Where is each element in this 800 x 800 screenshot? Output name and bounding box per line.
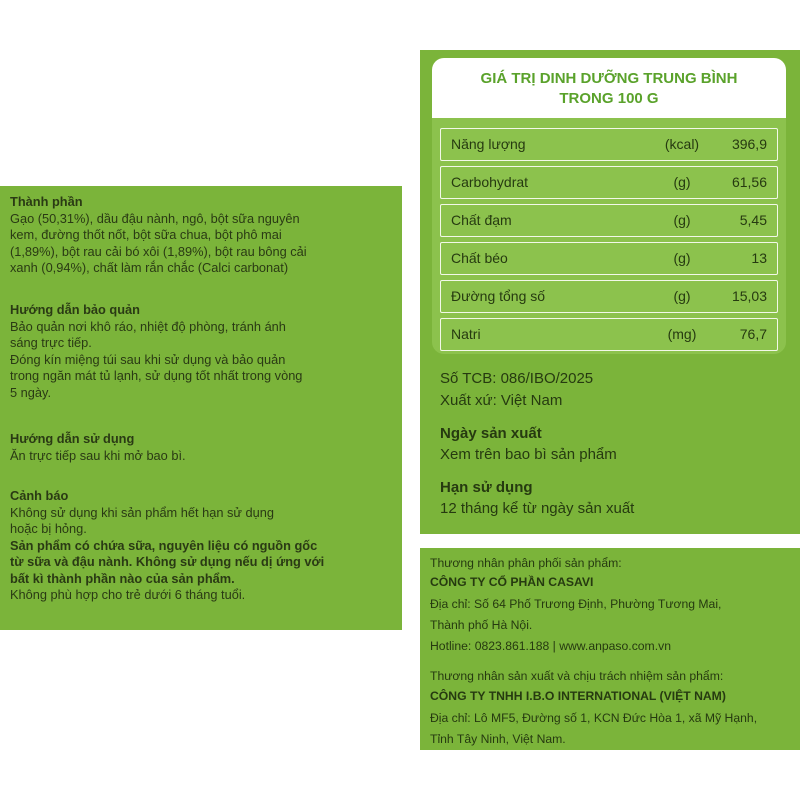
nutrient-unit: (g): [673, 174, 691, 190]
storage-title: Hướng dẫn bảo quản: [10, 302, 140, 317]
warning-bold-line: từ sữa và đậu nành. Không sử dụng nếu dị ứng với: [10, 554, 325, 569]
nutrition-row: [440, 318, 778, 351]
warning-section: [10, 488, 324, 604]
origin: Xuất xứ: Việt Nam: [440, 392, 563, 409]
ingredients-panel: [0, 186, 402, 630]
storage-line: 5 ngày.: [10, 384, 52, 400]
distributor-address: Địa chỉ: Số 64 Phố Trương Định, Phường Tương Mai,: [430, 597, 722, 611]
usage-title: Hướng dẫn sử dụng: [10, 431, 135, 446]
nutrient-unit: (kcal): [664, 136, 700, 152]
tcb-number: Số TCB: 086/IBO/2025: [440, 370, 594, 387]
expiry-value: 12 tháng kể từ ngày sản xuất: [440, 500, 635, 517]
nutrition-row: [440, 166, 778, 199]
storage-line: Bảo quản nơi khô ráo, nhiệt độ phòng, tránh ánh: [10, 318, 286, 334]
manufacturer-company: CÔNG TY TNHH I.B.O INTERNATIONAL (VIỆT NAM): [430, 689, 726, 703]
nutrient-value: 396,9: [731, 136, 767, 152]
storage-line: sáng trực tiếp.: [10, 335, 92, 350]
manufacturer-address: Tỉnh Tây Ninh, Việt Nam.: [430, 732, 566, 746]
nutrition-title-line2: TRONG 100 G: [559, 90, 659, 107]
nutrition-table: [432, 58, 786, 354]
nutrition-row: [440, 280, 778, 313]
nutrition-row: [440, 242, 778, 275]
nutrient-value: 76,7: [739, 326, 767, 342]
nutrient-unit: (mg): [667, 326, 697, 342]
warning-line: hoặc bị hỏng.: [10, 521, 87, 536]
usage-section: [10, 431, 186, 464]
mfg-date-title: Ngày sản xuất: [440, 425, 542, 442]
nutrition-row: [440, 204, 778, 237]
nutrient-name: Natri: [451, 326, 481, 342]
ingredients-title: Thành phần: [10, 194, 83, 209]
ingredients-section: [10, 194, 307, 277]
storage-section: [10, 302, 302, 401]
nutrient-value: 13: [751, 250, 767, 266]
nutrient-unit: (g): [673, 288, 691, 304]
manufacturer-address: Địa chỉ: Lô MF5, Đường số 1, KCN Đức Hòa 1, xã Mỹ Hạnh,: [430, 711, 758, 725]
nutrient-unit: (g): [673, 250, 691, 266]
distributor-panel: [420, 548, 800, 750]
nutrient-name: Chất đạm: [451, 212, 512, 228]
nutrition-title: [432, 58, 786, 118]
manufacturer-label: Thương nhân sản xuất và chịu trách nhiệm sản phẩm:: [430, 669, 724, 683]
warning-bold-line: bất kì thành phần nào của sản phẩm.: [10, 570, 235, 586]
ingredients-line: (1,89%), bột rau cải bó xôi (1,89%), bột rau bông cải: [10, 243, 307, 259]
distributor-company: CÔNG TY CỔ PHẦN CASAVI: [430, 575, 594, 589]
mfg-date-value: Xem trên bao bì sản phẩm: [440, 446, 617, 463]
nutrient-value: 15,03: [731, 288, 767, 304]
usage-line: Ăn trực tiếp sau khi mở bao bì.: [10, 447, 186, 463]
nutrition-row: [440, 128, 778, 161]
warning-line: Không sử dụng khi sản phẩm hết hạn sử dụng: [10, 504, 275, 520]
expiry-title: Hạn sử dụng: [440, 479, 533, 496]
ingredients-line: xanh (0,94%), chất làm rắn chắc (Calci carbonat): [10, 260, 289, 275]
warning-last-line: Không phù hợp cho trẻ dưới 6 tháng tuổi.: [10, 587, 246, 602]
nutrient-name: Chất béo: [451, 250, 508, 266]
nutrient-unit: (g): [673, 212, 691, 228]
ingredients-line: Gạo (50,31%), dầu đậu nành, ngô, bột sữa nguyên: [10, 210, 300, 226]
nutrient-name: Năng lượng: [451, 136, 526, 152]
nutrient-name: Carbohydrat: [451, 174, 529, 190]
ingredients-line: kem, đường thốt nốt, bột sữa chua, bột phô mai: [10, 227, 282, 242]
nutrient-value: 5,45: [739, 212, 767, 228]
distributor-label: Thương nhân phân phối sản phẩm:: [430, 556, 622, 570]
distributor-contact: Hotline: 0823.861.188 | www.anpaso.com.vn: [430, 639, 671, 653]
warning-title: Cảnh báo: [10, 488, 69, 503]
storage-line: Đóng kín miệng túi sau khi sử dụng và bảo quản: [10, 351, 286, 367]
nutrient-name: Đường tổng số: [451, 288, 546, 304]
storage-line: trong ngăn mát tủ lạnh, sử dụng tốt nhất trong vòng: [10, 368, 303, 383]
nutrition-title-line1: GIÁ TRỊ DINH DƯỠNG TRUNG BÌNH: [480, 70, 738, 87]
nutrient-value: 61,56: [731, 174, 767, 190]
warning-bold-line: Sản phẩm có chứa sữa, nguyên liệu có nguồn gốc: [10, 537, 318, 553]
nutrition-panel: [420, 50, 800, 534]
distributor-address: Thành phố Hà Nội.: [430, 618, 533, 632]
